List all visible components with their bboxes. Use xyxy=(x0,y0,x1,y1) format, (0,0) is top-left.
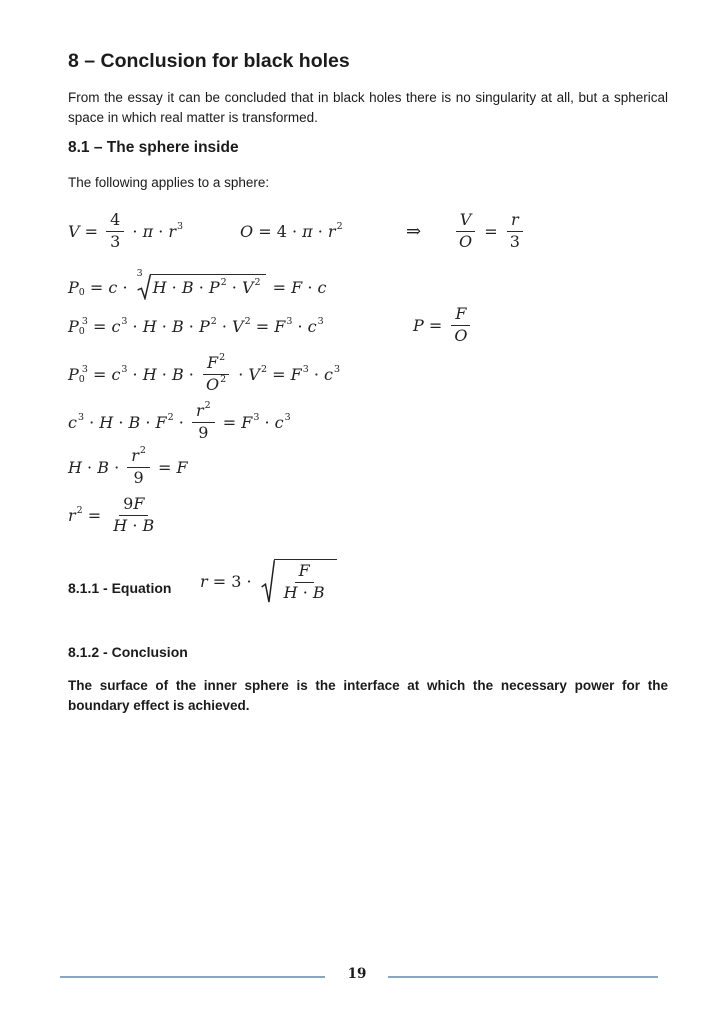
math-token: = xyxy=(87,364,112,384)
math-token: P xyxy=(68,364,79,384)
numerator xyxy=(507,211,523,232)
math-token: · xyxy=(216,316,233,336)
denominator xyxy=(130,468,148,488)
page-title: 8 – Conclusion for black holes xyxy=(68,50,350,72)
math-token: = xyxy=(87,316,112,336)
math-token: H xyxy=(113,515,128,535)
math-token: 0 xyxy=(78,286,85,298)
math-token: 3 xyxy=(177,220,184,232)
math-token: · xyxy=(156,316,172,336)
math-token: V xyxy=(241,278,254,298)
math-token: c xyxy=(111,316,121,336)
math-token: · xyxy=(312,221,328,241)
math-token: ⇒ xyxy=(406,220,422,242)
fraction xyxy=(202,354,230,395)
math-token: · xyxy=(84,412,100,432)
math-token: V xyxy=(248,364,260,384)
math-token: c xyxy=(324,364,333,384)
radical xyxy=(136,268,266,299)
math-token: 3 xyxy=(77,411,85,423)
math-token: F xyxy=(274,316,286,336)
numerator xyxy=(203,354,229,375)
math-token: · xyxy=(297,582,313,602)
fraction xyxy=(280,562,329,603)
math-token: 3 xyxy=(121,315,128,327)
numerator xyxy=(295,562,314,583)
math-token: π xyxy=(302,221,313,241)
math-token: 2 xyxy=(204,400,211,412)
math-token: · xyxy=(140,412,156,432)
denominator xyxy=(450,326,471,346)
equation-radius-main xyxy=(200,552,339,610)
denominator xyxy=(455,232,476,252)
fraction xyxy=(450,305,471,346)
math-token: F xyxy=(155,412,167,432)
math-token: π xyxy=(142,221,154,241)
math-token: = xyxy=(217,412,242,432)
math-token: 2 xyxy=(167,411,174,423)
equation-r-squared xyxy=(68,489,161,541)
lead-text: The following applies to a sphere: xyxy=(68,175,270,190)
math-token: · xyxy=(127,316,143,336)
math-token: 3 xyxy=(333,363,341,375)
math-token: P xyxy=(198,316,210,336)
section-heading-8-1-1: 8.1.1 - Equation xyxy=(68,580,172,596)
math-token: 3 xyxy=(317,315,324,327)
math-token: 0 xyxy=(78,325,85,337)
math-token: 9 xyxy=(198,422,209,442)
math-token: · xyxy=(226,278,242,298)
math-token: P xyxy=(68,277,79,297)
math-token: 4 xyxy=(110,209,121,229)
equation-p0-cubed xyxy=(68,308,324,344)
math-token: 2 xyxy=(220,277,227,289)
math-token: · xyxy=(308,364,325,384)
math-token: 2 xyxy=(254,277,261,289)
math-token: H xyxy=(68,457,82,477)
math-token: O xyxy=(240,221,254,241)
math-token: r xyxy=(510,209,519,229)
math-token: = xyxy=(250,316,275,336)
math-token: P xyxy=(413,315,424,335)
numerator xyxy=(119,495,148,516)
math-token: 3 xyxy=(81,315,88,327)
numerator xyxy=(127,447,150,468)
math-token: · xyxy=(108,457,125,477)
math-token: 2 xyxy=(260,363,268,375)
math-token: · xyxy=(302,277,318,297)
math-token: · xyxy=(166,278,182,298)
footer-rule-left xyxy=(60,976,325,978)
math-token: 3 xyxy=(286,315,293,327)
math-token: O xyxy=(205,374,220,394)
math-token: = xyxy=(82,505,107,525)
math-token: = xyxy=(267,364,291,384)
math-token: 9 xyxy=(133,467,144,487)
math-token: V xyxy=(232,316,244,336)
conclusion-paragraph: The surface of the inner sphere is the interface at which the necessary power for the boundary effect is achieved. xyxy=(68,678,668,713)
math-token: F xyxy=(206,352,219,372)
root-index: 3 xyxy=(136,268,143,280)
math-token: F xyxy=(176,457,188,477)
implies-arrow-icon xyxy=(406,205,421,257)
equation-sphere-volume xyxy=(68,205,183,257)
math-token: B xyxy=(312,582,325,602)
math-token: · xyxy=(183,316,199,336)
math-token: 3 xyxy=(302,363,309,375)
math-token: P xyxy=(68,316,79,336)
math-token: = xyxy=(79,221,104,241)
numerator xyxy=(106,211,124,232)
math-token: · xyxy=(193,278,209,298)
radical xyxy=(261,559,337,604)
math-token: 2 xyxy=(219,352,226,364)
footer-rule-right xyxy=(388,976,658,978)
math-token: 3 xyxy=(81,363,88,375)
math-token: c xyxy=(307,316,317,336)
math-token: 3 xyxy=(509,231,520,251)
math-token: B xyxy=(142,515,155,535)
math-token: c xyxy=(68,412,77,432)
denominator xyxy=(109,516,158,536)
math-token: 2 xyxy=(139,445,146,457)
math-token: F xyxy=(290,364,302,384)
math-token: r xyxy=(327,221,336,241)
math-token: · xyxy=(233,364,249,384)
page-number: 19 xyxy=(347,966,367,982)
math-token: 3 xyxy=(253,411,260,423)
math-token: · xyxy=(153,221,169,241)
math-token: · xyxy=(81,457,98,477)
fraction xyxy=(127,447,150,488)
math-token: H xyxy=(142,316,157,336)
math-token: · xyxy=(173,412,189,432)
math-token: · xyxy=(292,316,308,336)
math-token: F xyxy=(133,493,145,513)
math-token: 2 xyxy=(244,315,251,327)
fraction xyxy=(192,402,215,443)
radicand xyxy=(150,274,266,299)
numerator xyxy=(451,305,470,326)
denominator xyxy=(506,232,524,252)
math-token: · xyxy=(113,412,129,432)
math-token: B xyxy=(181,278,194,298)
denominator xyxy=(202,375,230,395)
math-token: B xyxy=(128,412,141,432)
math-token: F xyxy=(455,303,467,323)
math-token: r xyxy=(200,571,208,591)
section-heading-8-1-2: 8.1.2 - Conclusion xyxy=(68,644,188,660)
equation-p0-cube-root xyxy=(68,268,326,306)
math-token: · xyxy=(156,364,172,384)
math-token: = xyxy=(267,277,292,297)
math-token: r xyxy=(131,445,139,465)
equation-sphere-surface xyxy=(240,205,343,257)
math-token: P xyxy=(208,278,220,298)
math-token: = 4 · xyxy=(253,221,303,241)
math-token: 2 xyxy=(76,504,83,516)
section-heading-8-1: 8.1 – The sphere inside xyxy=(68,139,239,156)
math-token: = xyxy=(152,457,177,477)
numerator xyxy=(192,402,215,423)
radicand xyxy=(274,559,337,604)
math-token: B xyxy=(171,364,184,384)
math-token: 3 xyxy=(284,411,291,423)
math-token: 2 xyxy=(210,315,217,327)
math-token: H xyxy=(152,278,167,298)
math-token: 2 xyxy=(336,220,343,232)
math-token: = xyxy=(479,221,503,241)
math-token: · xyxy=(127,364,143,384)
fraction xyxy=(109,495,158,536)
radical-sign-icon xyxy=(261,559,275,604)
math-token: V xyxy=(459,209,472,229)
math-token: 9 xyxy=(123,493,134,513)
math-token: H xyxy=(142,364,157,384)
math-token: H xyxy=(283,582,298,602)
equation-volume-surface-ratio xyxy=(452,205,527,257)
math-token: · xyxy=(259,412,275,432)
math-token: F xyxy=(241,412,253,432)
math-token: B xyxy=(97,457,109,477)
numerator xyxy=(456,211,476,232)
math-token: 3 xyxy=(121,363,128,375)
math-token: c xyxy=(317,277,327,297)
equation-pressure-definition xyxy=(413,300,474,350)
denominator xyxy=(280,583,329,603)
math-token: 0 xyxy=(78,373,85,385)
math-token: = xyxy=(84,277,109,297)
denominator xyxy=(106,232,124,252)
math-token: O xyxy=(459,231,473,251)
intro-paragraph: From the essay it can be concluded that in black holes there is no singularity at all, but a spherical space in which real matter is transformed. xyxy=(68,90,668,125)
math-token: · xyxy=(127,515,143,535)
math-token: c xyxy=(108,277,118,297)
math-token: = 3 · xyxy=(207,571,257,591)
math-token: 3 xyxy=(110,231,121,251)
math-token: c xyxy=(111,364,121,384)
math-token: r xyxy=(68,505,76,525)
equation-p0-cubed-fraction xyxy=(68,348,340,400)
fraction xyxy=(455,211,476,252)
math-token: O xyxy=(454,325,468,345)
math-token: F xyxy=(298,560,310,580)
equation-hb-line xyxy=(68,441,188,493)
math-token: B xyxy=(171,316,184,336)
math-token: r xyxy=(168,221,177,241)
math-token: c xyxy=(274,412,284,432)
math-token: V xyxy=(68,221,80,241)
math-token: r xyxy=(195,400,204,420)
math-token: · xyxy=(183,364,199,384)
fraction xyxy=(106,211,124,252)
math-token: · xyxy=(117,277,133,297)
math-token: · xyxy=(127,221,143,241)
denominator xyxy=(194,423,212,443)
math-token: H xyxy=(99,412,114,432)
math-token: 2 xyxy=(220,374,227,386)
math-token: = xyxy=(423,315,448,335)
fraction xyxy=(506,211,524,252)
math-token: F xyxy=(291,277,303,297)
